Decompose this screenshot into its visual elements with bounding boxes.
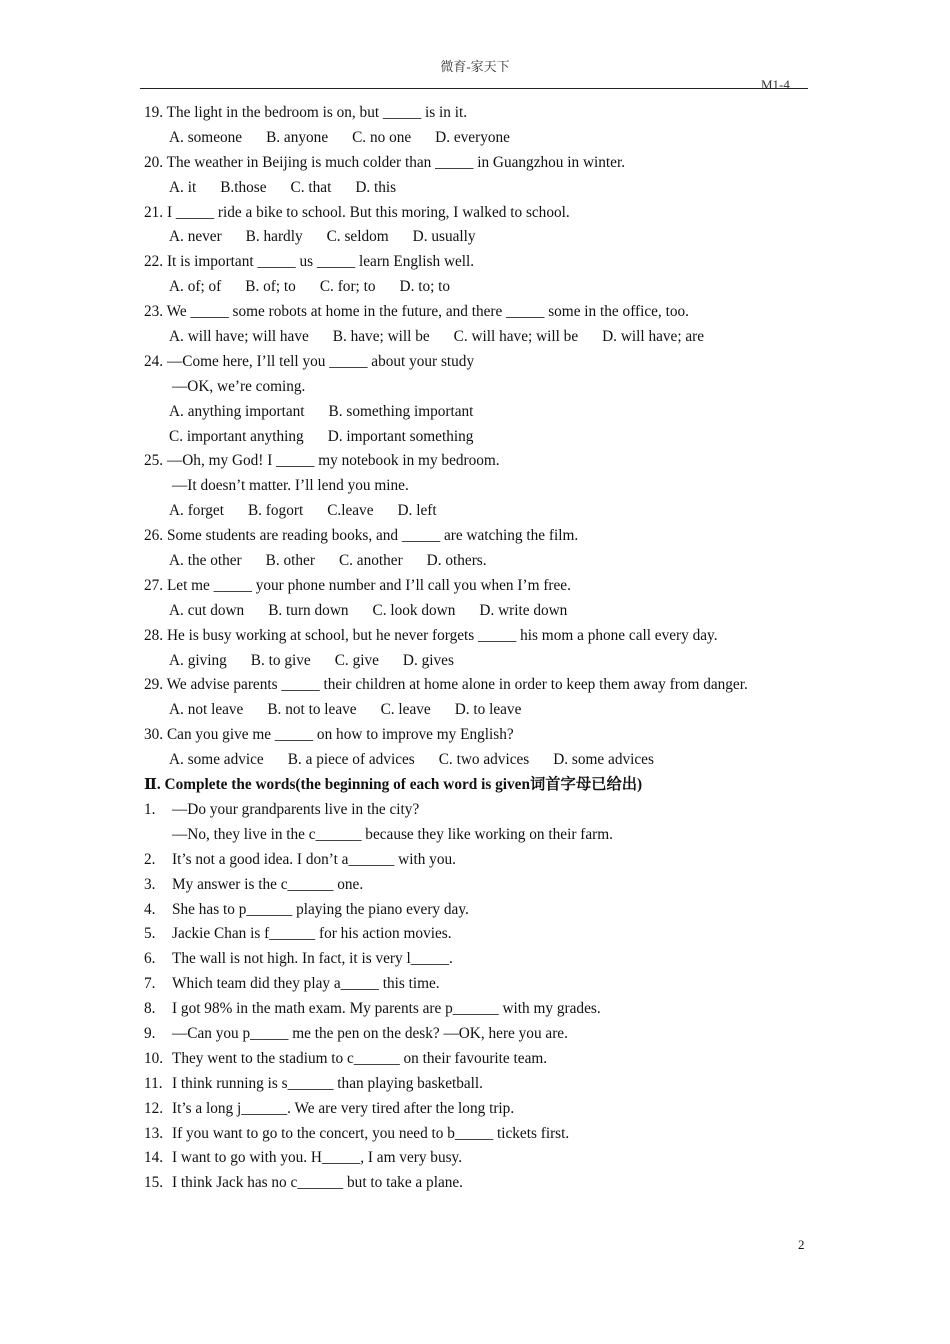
answer-option: C. give	[334, 651, 379, 669]
question-stem: 24. —Come here, I’ll tell you _____ about your study	[144, 352, 475, 370]
question-stem: 22. It is important _____ us _____ learn English well.	[144, 253, 475, 271]
answer-option: A. forget	[169, 502, 224, 520]
answer-option: D. will have; are	[602, 328, 705, 346]
fill-in-item	[144, 947, 824, 972]
item-number: 12.	[144, 1099, 164, 1117]
options-row	[144, 698, 824, 723]
answer-option: A. the other	[169, 552, 242, 570]
answer-option: A. anything important	[169, 402, 305, 420]
item-text: If you want to go to the concert, you need to b_____ tickets first.	[172, 1124, 570, 1142]
fill-in-item	[144, 1146, 824, 1171]
fill-in-item	[144, 997, 824, 1022]
question-stem: 28. He is busy working at school, but he never forgets _____ his mom a phone call every day.	[144, 626, 718, 644]
fill-in-item	[144, 1122, 824, 1147]
item-text: They went to the stadium to c______ on their favourite team.	[172, 1049, 548, 1067]
fill-in-item	[144, 873, 824, 898]
item-number: 5.	[144, 925, 156, 943]
answer-option: C. no one	[352, 128, 412, 146]
answer-option: A. never	[169, 228, 222, 246]
item-number: 7.	[144, 975, 156, 993]
item-number: 15.	[144, 1174, 164, 1192]
answer-option: A. not leave	[169, 701, 244, 719]
options-row	[144, 499, 824, 524]
answer-option: C. for; to	[319, 278, 376, 296]
answer-option: C. will have; will be	[453, 328, 579, 346]
item-number: 8.	[144, 1000, 156, 1018]
item-text: —Can you p_____ me the pen on the desk? —OK, here you are.	[172, 1024, 568, 1042]
answer-option: B. have; will be	[332, 328, 430, 346]
answer-option: D. others.	[426, 552, 487, 570]
fill-in-item	[144, 1171, 824, 1196]
answer-option: C. another	[338, 552, 403, 570]
item-text: Jackie Chan is f______ for his action movies.	[172, 925, 452, 943]
answer-option: A. will have; will have	[169, 328, 309, 346]
dialogue-reply: —It doesn’t matter. I’ll lend you mine.	[172, 477, 409, 495]
answer-option: C. two advices	[438, 751, 530, 769]
fill-in-item	[144, 922, 824, 947]
answer-option: C. seldom	[326, 228, 389, 246]
fill-in-item	[144, 1022, 824, 1047]
item-text: —No, they live in the c______ because they like working on their farm.	[172, 825, 613, 843]
item-text: It’s not a good idea. I don’t a______ with you.	[172, 850, 456, 868]
item-text: I think running is s______ than playing basketball.	[172, 1074, 484, 1092]
item-number: 2.	[144, 850, 156, 868]
question-stem: 21. I _____ ride a bike to school. But this moring, I walked to school.	[144, 203, 570, 221]
worksheet-content	[144, 101, 824, 1196]
item-number: 3.	[144, 875, 156, 893]
answer-option: D. write down	[479, 601, 568, 619]
fill-in-item	[144, 823, 824, 848]
item-number: 9.	[144, 1024, 156, 1042]
header-rule	[140, 88, 808, 89]
item-number: 6.	[144, 950, 156, 968]
answer-option: A. cut down	[169, 601, 245, 619]
options-row	[144, 549, 824, 574]
question-stem: 25. —Oh, my God! I _____ my notebook in my bedroom.	[144, 452, 500, 470]
options-row	[144, 225, 824, 250]
answer-option: D. to leave	[454, 701, 522, 719]
answer-option: B. hardly	[245, 228, 303, 246]
answer-option: B. turn down	[268, 601, 349, 619]
item-text: My answer is the c______ one.	[172, 875, 364, 893]
item-number: 1.	[144, 800, 156, 818]
item-number: 10.	[144, 1049, 164, 1067]
answer-option: D. left	[397, 502, 437, 520]
answer-option: D. this	[355, 178, 397, 196]
options-row	[144, 400, 824, 425]
answer-option: A. giving	[169, 651, 227, 669]
answer-option: C. that	[290, 178, 332, 196]
page-number: 2	[798, 1237, 805, 1252]
fill-in-item	[144, 848, 824, 873]
options-row	[144, 425, 824, 450]
options-row	[144, 599, 824, 624]
fill-in-item	[144, 898, 824, 923]
item-number: 13.	[144, 1124, 164, 1142]
question-stem: 19. The light in the bedroom is on, but _____ is in it.	[144, 104, 468, 121]
item-number: 4.	[144, 900, 156, 918]
fill-in-item	[144, 1097, 824, 1122]
answer-option: C. look down	[372, 601, 456, 619]
answer-option: B. not to leave	[267, 701, 357, 719]
answer-option: A. some advice	[169, 751, 264, 769]
options-row	[144, 649, 824, 674]
options-row	[144, 325, 824, 350]
question-stem: 30. Can you give me _____ on how to improve my English?	[144, 726, 514, 744]
dialogue-reply: —OK, we’re coming.	[172, 377, 306, 395]
item-text: She has to p______ playing the piano every day.	[172, 900, 469, 918]
item-number: 14.	[144, 1149, 164, 1167]
item-text: I think Jack has no c______ but to take a plane.	[172, 1174, 463, 1192]
answer-option: B.those	[220, 178, 267, 196]
item-text: The wall is not high. In fact, it is very l_____.	[172, 950, 453, 968]
answer-option: B. to give	[250, 651, 311, 669]
answer-option: D. important something	[327, 427, 474, 445]
answer-option: B. other	[265, 552, 315, 570]
answer-option: B. a piece of advices	[287, 751, 415, 769]
page-header: 微育-家天下	[440, 59, 510, 74]
fill-in-item	[144, 972, 824, 997]
answer-option: C.leave	[327, 502, 374, 520]
fill-in-item	[144, 1072, 824, 1097]
answer-option: A. someone	[169, 128, 243, 146]
answer-option: D. to; to	[399, 278, 451, 296]
options-row	[144, 126, 824, 151]
answer-option: C. leave	[380, 701, 431, 719]
answer-option: D. usually	[412, 228, 476, 246]
item-text: I got 98% in the math exam. My parents are p______ with my grades.	[172, 1000, 601, 1018]
item-number: 11.	[144, 1074, 163, 1092]
options-row	[144, 176, 824, 201]
question-stem: 23. We _____ some robots at home in the future, and there _____ some in the office, too.	[144, 303, 689, 321]
answer-option: A. it	[169, 178, 197, 196]
item-text: I want to go with you. H_____, I am very busy.	[172, 1149, 463, 1167]
question-stem: 20. The weather in Beijing is much colder than _____ in Guangzhou in winter.	[144, 153, 626, 171]
fill-in-item	[144, 798, 824, 823]
answer-option: D. some advices	[553, 751, 654, 769]
answer-option: D. everyone	[435, 128, 510, 146]
answer-option: B. fogort	[247, 502, 304, 520]
question-stem: 27. Let me _____ your phone number and I’ll call you when I’m free.	[144, 576, 571, 594]
item-text: —Do your grandparents live in the city?	[172, 800, 420, 818]
answer-option: B. anyone	[266, 128, 329, 146]
question-stem: 29. We advise parents _____ their children at home alone in order to keep them away from danger.	[144, 676, 748, 694]
fill-in-item	[144, 1047, 824, 1072]
header-code: M1-4	[761, 77, 790, 92]
options-row	[144, 748, 824, 773]
answer-option: A. of; of	[169, 278, 222, 296]
question-stem: 26. Some students are reading books, and _____ are watching the film.	[144, 527, 579, 545]
answer-option: D. gives	[402, 651, 454, 669]
answer-option: C. important anything	[169, 427, 304, 445]
item-text: Which team did they play a_____ this time.	[172, 975, 440, 993]
section-heading: Ⅱ. Complete the words(the beginning of each word is given词首字母已给出)	[144, 776, 643, 794]
options-row	[144, 275, 824, 300]
answer-option: B. something important	[328, 402, 474, 420]
item-text: It’s a long j______. We are very tired after the long trip.	[172, 1099, 515, 1117]
answer-option: B. of; to	[245, 278, 296, 296]
